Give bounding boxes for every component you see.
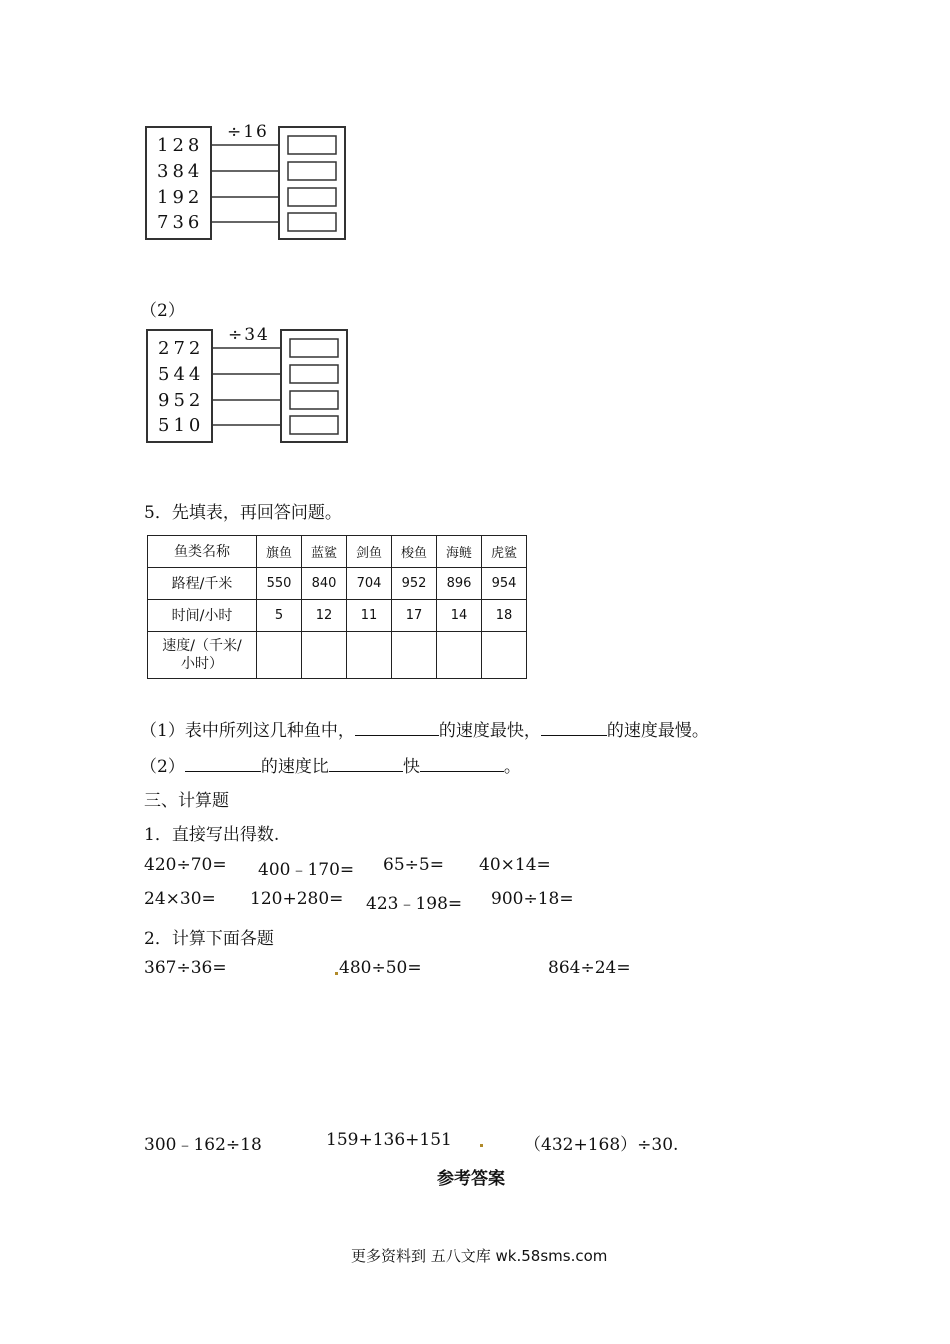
sub-2-text-d: 。 [503, 757, 521, 777]
distance-cell: 840 [302, 568, 347, 600]
speed-answer-cell[interactable] [257, 632, 302, 679]
sub-1-text-a: （1）表中所列这几种鱼中， [140, 721, 355, 741]
distance-cell: 954 [482, 568, 527, 600]
stray-dot [335, 972, 338, 975]
fish-speed-table [147, 535, 527, 679]
diagram-1-number: 736 [157, 212, 204, 233]
table-header-cell: 鱼类名称 [148, 536, 257, 568]
question-2-title: 2．计算下面各题 [144, 929, 274, 949]
answer-blank[interactable] [541, 717, 607, 736]
speed-answer-cell[interactable] [392, 632, 437, 679]
diagram-1-number: 192 [157, 187, 204, 208]
calc-item: 24×30= [144, 889, 216, 909]
sub-1-text-c: 的速度最慢。 [606, 721, 709, 741]
stray-dot [480, 1144, 483, 1147]
sub-2-text-a: （2） [140, 757, 185, 777]
time-cell: 17 [392, 600, 437, 632]
time-cell: 14 [437, 600, 482, 632]
speed-answer-cell[interactable] [347, 632, 392, 679]
distance-cell: 704 [347, 568, 392, 600]
fish-name-cell: 蓝鲨 [302, 536, 347, 568]
answers-heading: 参考答案 [437, 1169, 505, 1189]
row-label-speed [148, 632, 257, 679]
table-row [148, 632, 527, 679]
diagram-1-operator: ÷16 [227, 122, 269, 142]
table-row [148, 600, 527, 632]
diagram-2-number: 544 [158, 364, 205, 385]
question-5-title: 5．先填表，再回答问题。 [144, 503, 342, 523]
calc-item: 400﹣170= [258, 860, 355, 880]
time-cell: 18 [482, 600, 527, 632]
calc-item: 300﹣162÷18 [144, 1135, 262, 1155]
calc-item: 420÷70= [144, 855, 227, 875]
row-label-distance: 路程/千米 [148, 568, 257, 600]
answer-blank[interactable] [355, 717, 439, 736]
calc-item: 423﹣198= [366, 894, 463, 914]
question-5-sub-1 [140, 716, 709, 741]
calc-item: 120+280= [250, 889, 344, 909]
calc-item: 864÷24= [548, 958, 631, 978]
fish-name-cell: 剑鱼 [347, 536, 392, 568]
fish-name-cell: 梭鱼 [392, 536, 437, 568]
answer-blank[interactable] [329, 753, 403, 772]
speed-answer-cell[interactable] [482, 632, 527, 679]
time-cell: 11 [347, 600, 392, 632]
sub-2-text-c: 快 [402, 757, 420, 777]
calc-item: 900÷18= [491, 889, 574, 909]
table-row [148, 536, 527, 568]
diagram-2-operator: ÷34 [228, 325, 270, 345]
sub-2-text-b: 的速度比 [260, 757, 329, 777]
division-diagram-2 [146, 325, 351, 447]
table-row [148, 568, 527, 600]
speed-answer-cell[interactable] [302, 632, 347, 679]
question-5-sub-2 [140, 752, 521, 777]
diagram-2-number: 272 [158, 338, 205, 359]
speed-label-line-2: 小时） [181, 656, 223, 672]
fish-name-cell: 旗鱼 [257, 536, 302, 568]
distance-cell: 550 [257, 568, 302, 600]
distance-cell: 896 [437, 568, 482, 600]
diagram-2-label: （2） [140, 301, 185, 321]
speed-answer-cell[interactable] [437, 632, 482, 679]
answer-blank[interactable] [185, 753, 261, 772]
sub-1-text-b: 的速度最快， [438, 721, 541, 741]
diagram-1-number: 384 [157, 161, 204, 182]
diagram-2-number: 952 [158, 390, 205, 411]
diagram-1-number: 128 [157, 135, 204, 156]
calc-item: 480÷50= [339, 958, 422, 978]
page-footer: 更多资料到 五八文库 wk.58sms.com [351, 1247, 608, 1265]
fish-name-cell: 海鲢 [437, 536, 482, 568]
division-diagram-1 [145, 122, 350, 244]
calc-item: 40×14= [479, 855, 551, 875]
time-cell: 12 [302, 600, 347, 632]
question-1-title: 1．直接写出得数. [144, 825, 280, 845]
row-label-time: 时间/小时 [148, 600, 257, 632]
calc-item: 367÷36= [144, 958, 227, 978]
speed-label-line-1: 速度/（千米/ [162, 638, 242, 654]
time-cell: 5 [257, 600, 302, 632]
calc-item: 65÷5= [383, 855, 444, 875]
diagram-2-number: 510 [158, 415, 205, 436]
fish-name-cell: 虎鲨 [482, 536, 527, 568]
answer-blank[interactable] [420, 753, 504, 772]
calc-item: 159+136+151 [326, 1130, 452, 1150]
distance-cell: 952 [392, 568, 437, 600]
section-3-title: 三、计算题 [144, 791, 229, 811]
calc-item: （432+168）÷30. [524, 1135, 679, 1155]
